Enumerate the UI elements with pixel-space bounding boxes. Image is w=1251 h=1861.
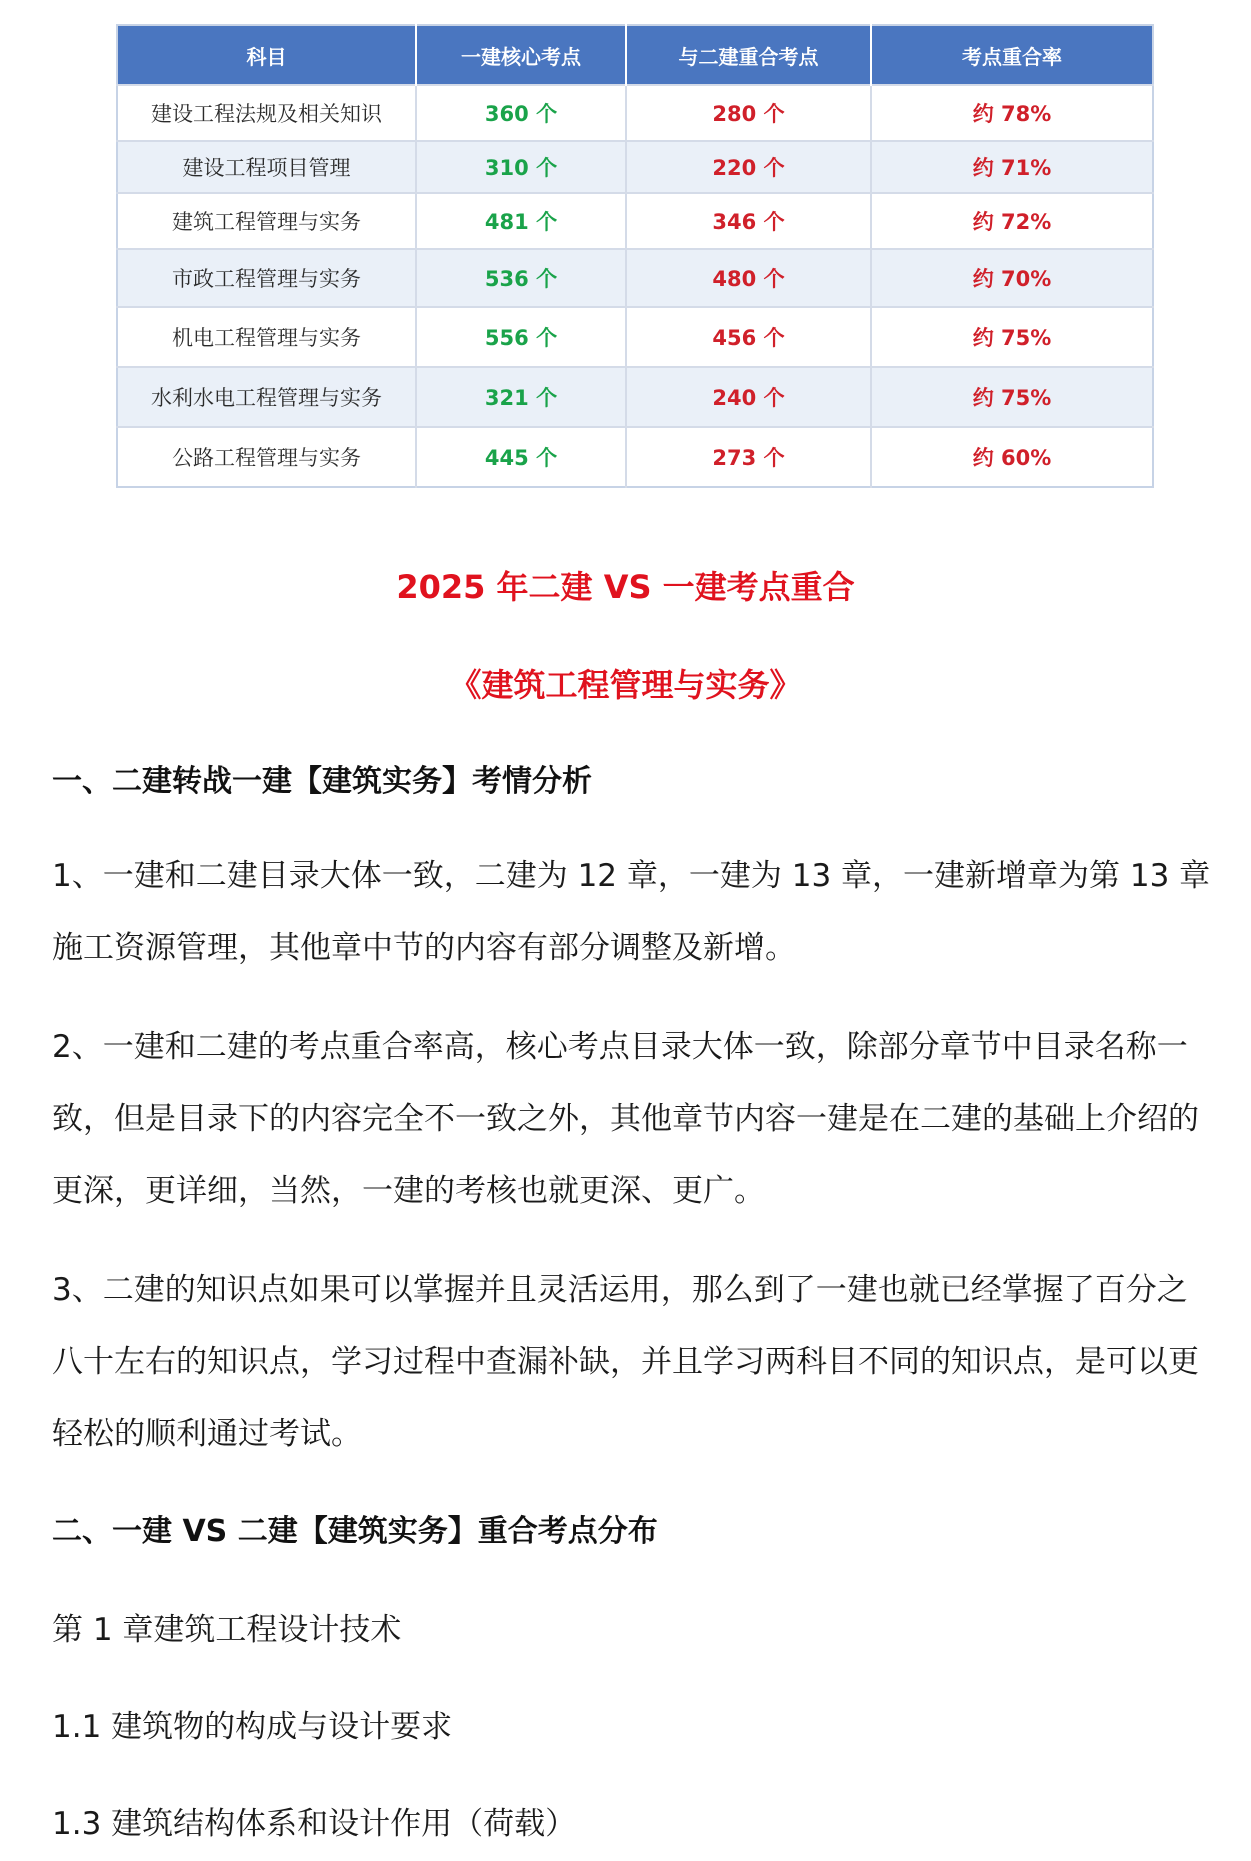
table-row xyxy=(117,85,1153,141)
table-row xyxy=(117,427,1153,487)
table-row xyxy=(117,193,1153,249)
cell-subject: 建设工程项目管理 xyxy=(117,141,416,193)
chapter-item: 第 1 章建筑工程设计技术 xyxy=(52,1612,402,1648)
paragraph-2: 2、一建和二建的考点重合率高，核心考点目录大体一致，除部分章节中目录名称一致，但是目录下的内容完全不一致之外，其他章节内容一建是在二建的基础上介绍的更深，更详细，当然，一建的考核也就更深、更广。 xyxy=(52,1029,1199,1209)
table-row xyxy=(117,307,1153,367)
cell-overlap: 456 个 xyxy=(626,307,871,367)
cell-overlap: 480 个 xyxy=(626,249,871,307)
cell-rate: 约 72% xyxy=(871,193,1153,249)
cell-subject: 机电工程管理与实务 xyxy=(117,307,416,367)
header-subject: 科目 xyxy=(117,25,416,85)
section-heading-2: 二、一建 VS 二建【建筑实务】重合考点分布 xyxy=(52,1514,658,1549)
main-title: 2025 年二建 VS 一建考点重合 xyxy=(396,568,855,606)
cell-core: 321 个 xyxy=(416,367,626,427)
cell-overlap: 280 个 xyxy=(626,85,871,141)
cell-overlap: 240 个 xyxy=(626,367,871,427)
table-row xyxy=(117,141,1153,193)
cell-overlap: 220 个 xyxy=(626,141,871,193)
cell-subject: 市政工程管理与实务 xyxy=(117,249,416,307)
header-core-points: 一建核心考点 xyxy=(416,25,626,85)
cell-core: 360 个 xyxy=(416,85,626,141)
cell-core: 536 个 xyxy=(416,249,626,307)
cell-rate: 约 75% xyxy=(871,367,1153,427)
cell-rate: 约 71% xyxy=(871,141,1153,193)
paragraph-1: 1、一建和二建目录大体一致，二建为 12 章，一建为 13 章，一建新增章为第 13 章施工资源管理，其他章中节的内容有部分调整及新增。 xyxy=(52,858,1211,966)
cell-core: 481 个 xyxy=(416,193,626,249)
cell-overlap: 346 个 xyxy=(626,193,871,249)
cell-subject: 水利水电工程管理与实务 xyxy=(117,367,416,427)
cell-rate: 约 75% xyxy=(871,307,1153,367)
cell-subject: 建设工程法规及相关知识 xyxy=(117,85,416,141)
cell-subject: 建筑工程管理与实务 xyxy=(117,193,416,249)
book-title: 《建筑工程管理与实务》 xyxy=(449,666,802,704)
cell-core: 310 个 xyxy=(416,141,626,193)
section-heading-1: 一、二建转战一建【建筑实务】考情分析 xyxy=(52,764,592,799)
cell-rate: 约 70% xyxy=(871,249,1153,307)
table-row xyxy=(117,249,1153,307)
cell-core: 556 个 xyxy=(416,307,626,367)
header-overlap-rate: 考点重合率 xyxy=(871,25,1153,85)
overlap-table xyxy=(116,24,1154,488)
chapter-item: 1.1 建筑物的构成与设计要求 xyxy=(52,1709,453,1745)
cell-rate: 约 78% xyxy=(871,85,1153,141)
table-header-row xyxy=(117,25,1153,85)
cell-overlap: 273 个 xyxy=(626,427,871,487)
table-row xyxy=(117,367,1153,427)
header-overlap-points: 与二建重合考点 xyxy=(626,25,871,85)
paragraph-3: 3、二建的知识点如果可以掌握并且灵活运用，那么到了一建也就已经掌握了百分之八十左右的知识点，学习过程中查漏补缺，并且学习两科目不同的知识点，是可以更轻松的顺利通过考试。 xyxy=(52,1272,1199,1452)
cell-rate: 约 60% xyxy=(871,427,1153,487)
chapter-item: 1.3 建筑结构体系和设计作用（荷载） xyxy=(52,1806,577,1842)
cell-core: 445 个 xyxy=(416,427,626,487)
cell-subject: 公路工程管理与实务 xyxy=(117,427,416,487)
